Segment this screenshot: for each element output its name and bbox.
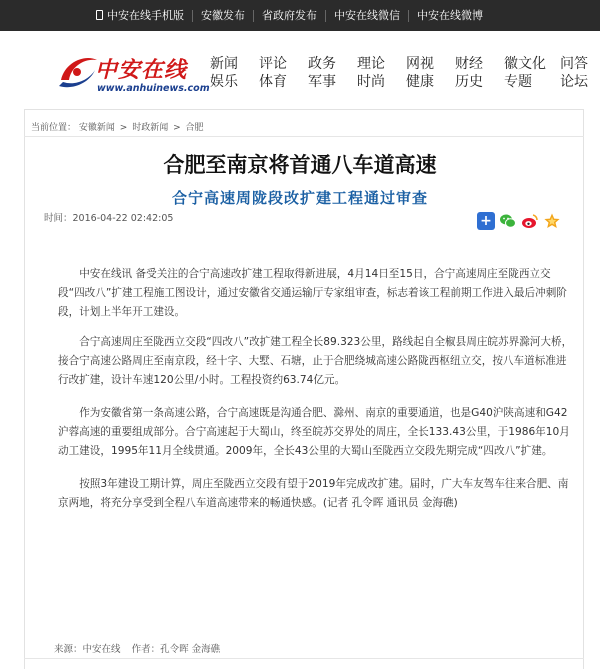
topbar-link-gov-release[interactable]: 省政府发布: [254, 10, 326, 22]
nav-column: [357, 55, 406, 91]
top-bar: [0, 0, 600, 31]
divider: [24, 136, 584, 137]
nav-item-qa[interactable]: 问答: [560, 56, 588, 72]
article-title: 合肥至南京将首通八车道高速: [163, 153, 437, 177]
topbar-link-wechat[interactable]: 中安在线微信: [326, 10, 409, 22]
nav-item-history[interactable]: 历史: [455, 74, 483, 90]
article-source: [54, 641, 220, 655]
nav-item-forum[interactable]: 论坛: [560, 74, 588, 90]
breadcrumb: [31, 120, 204, 133]
article-paragraph: 合宁高速周庄至陇西立交段“四改八”改扩建工程全长89.323公里，路线起自全椒县周庄皖苏界滁河大桥，接合宁高速公路周庄至南京段，经十字、大墅、石塘，止于合肥绕城高速公路陇西枢纽立交，按八车道标准进行改扩建，设计车速120公里/小时。工程投资约63.74亿元。: [58, 336, 573, 386]
nav-item-fashion[interactable]: 时尚: [357, 74, 385, 90]
article-paragraph: 按照3年建设工期计算，周庄至陇西立交段有望于2019年完成改扩建。届时，广大车友驾车往来合肥、南京两地，将充分享受到全程八车道高速带来的畅通快感。(记者 孔令晖 通讯员 金海礁): [58, 478, 569, 509]
main-nav: [210, 55, 600, 91]
article-subtitle: 合宁高速周陇段改扩建工程通过审查: [171, 189, 428, 207]
nav-item-finance[interactable]: 财经: [455, 56, 483, 72]
nav-item-entertainment[interactable]: 娱乐: [210, 74, 238, 90]
nav-column: [560, 55, 600, 91]
author-label: 作者：: [131, 644, 161, 655]
topbar-link-mobile[interactable]: 中安在线手机版: [88, 10, 193, 22]
site-logo[interactable]: [55, 50, 210, 100]
topbar-link-weibo[interactable]: 中安在线微博: [417, 8, 483, 22]
nav-item-health[interactable]: 健康: [406, 74, 434, 90]
nav-item-comment[interactable]: 评论: [259, 56, 287, 72]
share-bar: [477, 212, 561, 230]
breadcrumb-separator: >: [119, 123, 128, 133]
nav-item-military[interactable]: 军事: [308, 74, 336, 90]
topbar-link-anhui-release[interactable]: 安徽发布: [193, 10, 254, 22]
breadcrumb-prefix: 当前位置：: [31, 123, 77, 133]
nav-item-sports[interactable]: 体育: [259, 74, 287, 90]
breadcrumb-item[interactable]: 合肥: [185, 123, 204, 133]
breadcrumb-item[interactable]: 时政新闻: [132, 123, 169, 133]
site-header: [0, 31, 600, 109]
nav-item-news[interactable]: 新闻: [210, 56, 238, 72]
nav-column: [455, 55, 504, 91]
nav-item-hui-culture[interactable]: 徽文化: [504, 56, 546, 72]
wechat-icon[interactable]: [499, 212, 517, 230]
nav-column: [406, 55, 455, 91]
article-paragraph: 中安在线讯 备受关注的合宁高速改扩建工程取得新进展，4月14日至15日，合宁高速周庄至陇西立交段“四改八”扩建工程施工图设计，通过安徽省交通运输厅专家组审查，标志着该工程前期工作进入最后冲刺阶段，计划上半年开工建设。: [58, 268, 567, 318]
source-label: 来源：: [54, 644, 83, 655]
divider: [24, 658, 584, 659]
nav-column: [308, 55, 357, 91]
nav-item-special[interactable]: 专题: [504, 74, 532, 90]
nav-column: [210, 55, 259, 91]
logo-url: www.anhuinews.com: [97, 83, 210, 94]
source-value: 中安在线: [82, 644, 121, 655]
phone-icon: [96, 10, 103, 20]
logo-name: 中安在线: [95, 57, 188, 83]
breadcrumb-separator: >: [173, 123, 181, 133]
plus-share-icon[interactable]: +: [477, 212, 495, 230]
article-body: [58, 265, 576, 527]
publish-time: 时间：2016-04-22 02:42:05: [44, 213, 174, 224]
nav-item-theory[interactable]: 理论: [357, 56, 385, 72]
article-paragraph: 作为安徽省第一条高速公路，合宁高速既是沟通合肥、滁州、南京的重要通道，也是G40沪陕高速和G42沪蓉高速的重要组成部分。合宁高速起于大蜀山，终至皖苏交界处的周庄，全长133.43公里，于1986年10月动工建设，1995年11月全线贯通。2009年，全长43公里的大蜀山至陇西立交段先期完成“四改八”扩建。: [58, 407, 570, 457]
nav-item-government[interactable]: 政务: [308, 56, 336, 72]
nav-column: [504, 55, 560, 91]
author-value: 孔令晖 金海礁: [160, 644, 221, 655]
favorite-star-icon[interactable]: [543, 212, 561, 230]
nav-column: [259, 55, 308, 91]
nav-item-video[interactable]: 网视: [406, 56, 434, 72]
weibo-icon[interactable]: [521, 212, 539, 230]
breadcrumb-item[interactable]: 安徽新闻: [78, 123, 115, 133]
